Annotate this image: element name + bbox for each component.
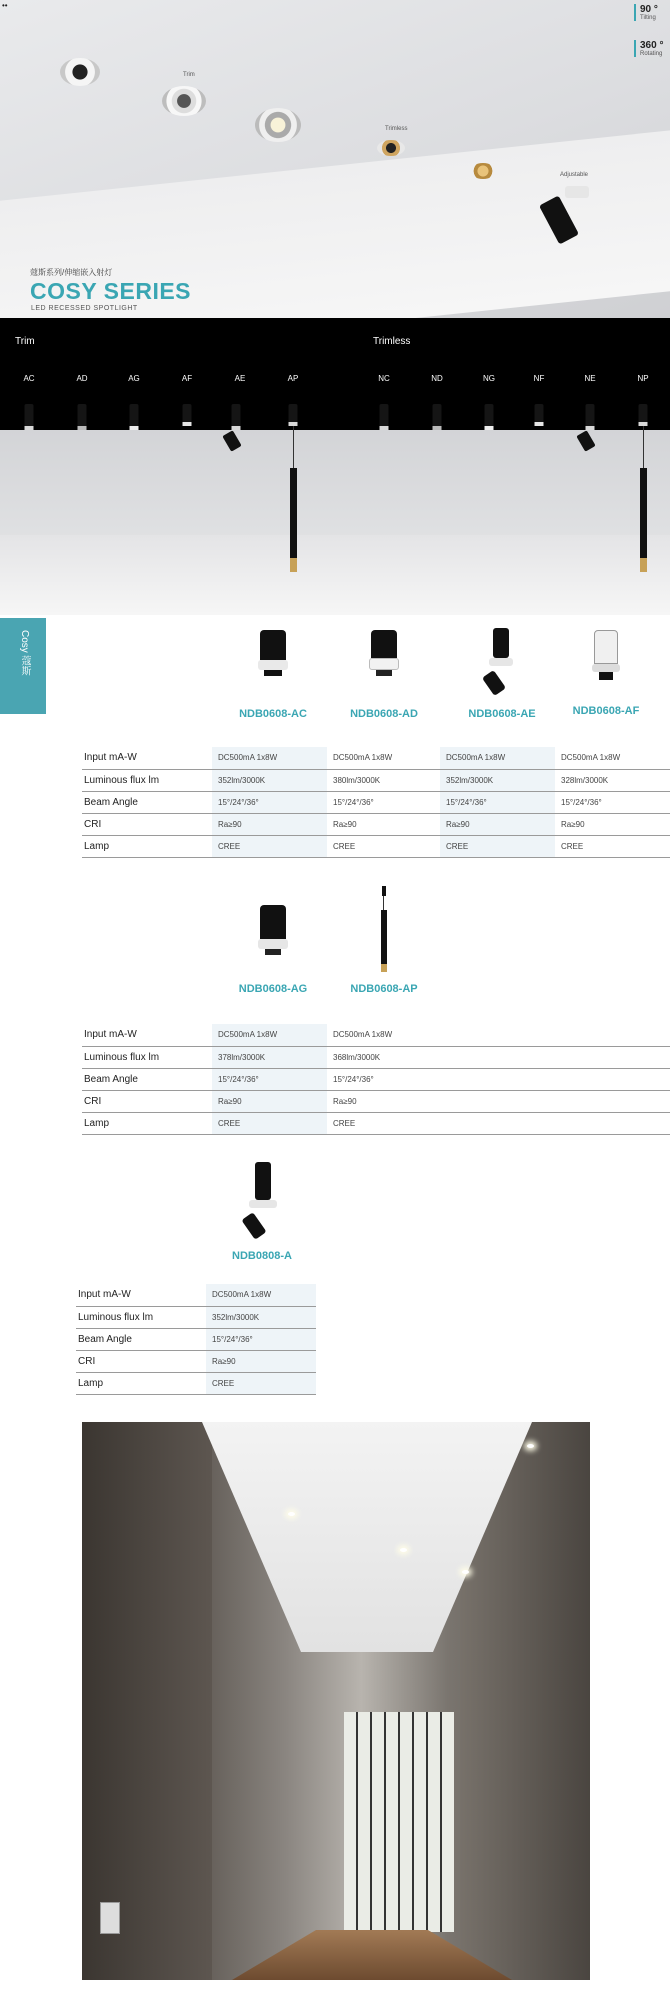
spec-cell: CREE: [440, 835, 555, 857]
spec-cell: Ra≥90: [212, 813, 327, 835]
spec-cell: 15°/24°/36°: [327, 1068, 670, 1090]
spec-row-label: Input mA-W: [82, 747, 212, 769]
corridor-photo: [82, 1422, 590, 1980]
spec-row-label: Beam Angle: [82, 1068, 212, 1090]
spot-nf: [535, 404, 544, 426]
photo-wall-switch: [100, 1902, 120, 1934]
spot-ad: [78, 404, 87, 430]
spec-table-1: [82, 747, 670, 858]
code-nc: NC: [378, 374, 390, 383]
photo-downlight: [527, 1444, 534, 1448]
spec-row: [82, 1046, 670, 1068]
spec-row: [82, 769, 670, 791]
spec-row: [82, 835, 670, 857]
adjustable-spotlight: [565, 186, 589, 198]
spec-table-2: [82, 1024, 670, 1135]
spec-cell: Ra≥90: [206, 1350, 316, 1372]
series-subtitle: LED RECESSED SPOTLIGHT: [31, 305, 138, 312]
spec-cell: DC500mA 1x8W: [440, 747, 555, 769]
spec-table-3: [76, 1284, 670, 1395]
spec-cell: 352lm/3000K: [206, 1306, 316, 1328]
spot-nc: [380, 404, 389, 430]
product-a: [202, 1162, 322, 1262]
spec-cell: DC500mA 1x8W: [206, 1284, 316, 1306]
spec-row-label: CRI: [76, 1350, 206, 1372]
spec-cell: CREE: [212, 1112, 327, 1134]
spec-cell: 328lm/3000K: [555, 769, 670, 791]
spec-cell: 15°/24°/36°: [212, 791, 327, 813]
spot-af: [183, 404, 192, 426]
spot-ne: [586, 404, 595, 430]
spec-row-label: Luminous flux lm: [76, 1306, 206, 1328]
spec-row: [76, 1306, 670, 1328]
spec-cell: DC500mA 1x8W: [212, 747, 327, 769]
spot-ap: [289, 404, 298, 426]
spec-cell: 368lm/3000K: [327, 1046, 670, 1068]
spec-cell: 15°/24°/36°: [327, 791, 440, 813]
pendant-np-wire: [643, 426, 644, 468]
trim-group-label: Trim: [15, 336, 35, 347]
spec-cell: 380lm/3000K: [327, 769, 440, 791]
pendant-ap-rod: [290, 468, 297, 558]
product-ad: [324, 630, 444, 720]
corner-dots: ••: [2, 1, 8, 10]
spec-row-label: CRI: [82, 1090, 212, 1112]
spot-np: [639, 404, 648, 426]
product-ac-image: [260, 630, 286, 676]
product-a-image: [245, 1162, 279, 1242]
series-title: COSY SERIES: [30, 278, 192, 304]
spec-row: [82, 1090, 670, 1112]
code-ae: AE: [234, 374, 246, 383]
pendant-ap-tip: [290, 558, 297, 572]
spec-row-label: Luminous flux lm: [82, 769, 212, 791]
ceiling-light-2: [162, 86, 206, 116]
spot-ag: [130, 404, 139, 430]
rotating-label: Rotating: [640, 51, 663, 57]
showroom-backdrop: [0, 430, 670, 615]
spec-cell: DC500mA 1x8W: [327, 747, 440, 769]
spec-cell: Ra≥90: [440, 813, 555, 835]
spec-cell: 352lm/3000K: [212, 769, 327, 791]
spot-ae: [232, 404, 241, 430]
spec-row-label: Lamp: [76, 1372, 206, 1394]
spec-row-label: CRI: [82, 813, 212, 835]
product-ag-name: NDB0608-AG: [238, 983, 308, 995]
code-ac: AC: [23, 374, 35, 383]
spec-cell: CREE: [212, 835, 327, 857]
code-nd: ND: [431, 374, 443, 383]
code-nf: NF: [533, 374, 545, 383]
code-af: AF: [181, 374, 193, 383]
product-af-name: NDB0608-AF: [572, 705, 640, 717]
spot-ac: [25, 404, 34, 430]
tilting-label: Tilting: [640, 15, 656, 21]
pendant-np-rod: [640, 468, 647, 558]
code-ap: AP: [287, 374, 299, 383]
ceiling-light-1: [60, 58, 100, 86]
spec-cell: 15°/24°/36°: [440, 791, 555, 813]
ceiling-light-4: [377, 140, 405, 156]
spec-cell: Ra≥90: [327, 1090, 670, 1112]
code-ad: AD: [76, 374, 88, 383]
trimless-fixture-label: Trimless: [385, 126, 408, 132]
model-band: [0, 318, 670, 430]
ceiling-light-5: [470, 163, 496, 179]
series-tab: Cosy 蔻斯: [0, 618, 46, 714]
product-af: [546, 630, 666, 717]
spec-cell: Ra≥90: [212, 1090, 327, 1112]
spec-row: [82, 1112, 670, 1134]
spec-cell: Ra≥90: [327, 813, 440, 835]
spec-cell: CREE: [206, 1372, 316, 1394]
series-chinese-name: 蔻斯系列/伸缩嵌入射灯: [30, 268, 113, 277]
spec-row: [76, 1350, 670, 1372]
spec-cell: 352lm/3000K: [440, 769, 555, 791]
pendant-ap-wire: [293, 426, 294, 468]
photo-left-wall: [82, 1422, 212, 1980]
spec-cell: Ra≥90: [555, 813, 670, 835]
rotating-value: 360 °: [640, 40, 664, 51]
spec-row-label: Beam Angle: [82, 791, 212, 813]
product-af-image: [594, 630, 618, 680]
trim-fixture-label: Trim: [183, 72, 195, 78]
spec-row-label: Input mA-W: [76, 1284, 206, 1306]
product-ad-image: [371, 630, 397, 676]
code-np: NP: [637, 374, 649, 383]
spec-row: [76, 1284, 670, 1306]
code-ag: AG: [128, 374, 140, 383]
spec-cell: DC500mA 1x8W: [555, 747, 670, 769]
product-ap-image: [379, 886, 389, 974]
spec-cell: 378lm/3000K: [212, 1046, 327, 1068]
product-ae-name: NDB0608-AE: [468, 708, 536, 720]
tilting-value: 90 °: [640, 4, 658, 15]
spec-row-label: Beam Angle: [76, 1328, 206, 1350]
spec-cell: CREE: [555, 835, 670, 857]
product-a-name: NDB0808-A: [232, 1250, 292, 1262]
code-ne: NE: [584, 374, 596, 383]
trimless-group-label: Trimless: [373, 336, 411, 347]
tilting-badge: [634, 4, 664, 21]
product-ag-image: [260, 905, 286, 955]
photo-downlight: [400, 1548, 407, 1552]
spec-cell: 15°/24°/36°: [206, 1328, 316, 1350]
adjustable-fixture-label: Adjustable: [560, 172, 589, 178]
spec-row-label: Lamp: [82, 835, 212, 857]
hero-banner: [0, 0, 670, 318]
spec-cell: 15°/24°/36°: [212, 1068, 327, 1090]
spec-row: [76, 1372, 670, 1394]
spec-row: [82, 1024, 670, 1046]
product-ad-name: NDB0608-AD: [350, 708, 418, 720]
product-ap: [324, 886, 444, 995]
product-ae-image: [485, 628, 519, 698]
spot-nd: [433, 404, 442, 430]
product-ac-name: NDB0608-AC: [239, 708, 307, 720]
spec-row-label: Lamp: [82, 1112, 212, 1134]
spec-row: [82, 813, 670, 835]
rotating-badge: [634, 40, 664, 57]
spec-row: [82, 747, 670, 769]
product-ap-name: NDB0608-AP: [350, 983, 418, 995]
showroom-floor: [0, 535, 670, 615]
spot-ng: [485, 404, 494, 430]
code-ng: NG: [483, 374, 495, 383]
spec-row-label: Luminous flux lm: [82, 1046, 212, 1068]
spec-row: [82, 791, 670, 813]
pendant-np-tip: [640, 558, 647, 572]
spec-cell: 15°/24°/36°: [555, 791, 670, 813]
spec-row-label: Input mA-W: [82, 1024, 212, 1046]
spec-cell: CREE: [327, 835, 440, 857]
photo-window: [344, 1712, 454, 1932]
photo-downlight: [288, 1512, 295, 1516]
spec-row: [82, 1068, 670, 1090]
spec-cell: DC500mA 1x8W: [212, 1024, 327, 1046]
photo-downlight: [462, 1570, 469, 1574]
spec-row: [76, 1328, 670, 1350]
product-ae: [442, 628, 562, 720]
product-ac: [213, 630, 333, 720]
spec-cell: DC500mA 1x8W: [327, 1024, 670, 1046]
spec-cell: CREE: [327, 1112, 670, 1134]
ceiling-light-3: [255, 108, 301, 142]
product-ag: [213, 905, 333, 995]
